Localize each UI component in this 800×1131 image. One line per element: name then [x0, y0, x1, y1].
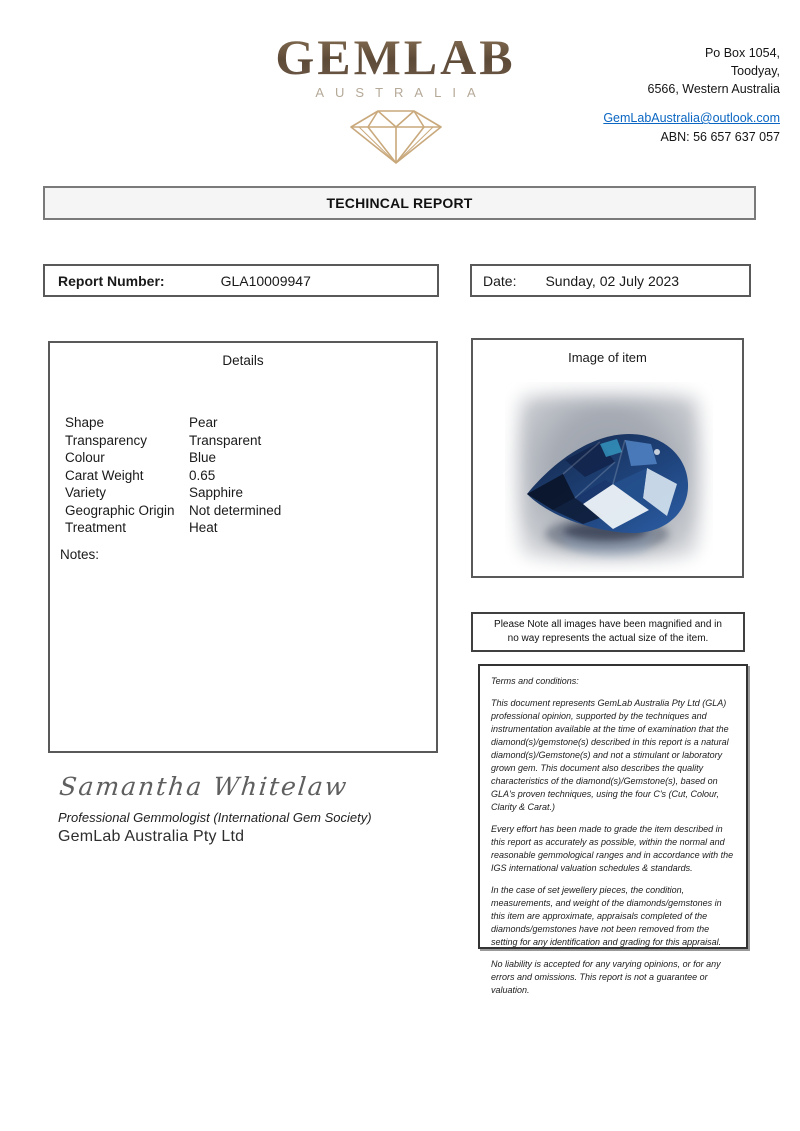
date-label: Date: [483, 272, 517, 289]
report-title-bar [43, 186, 756, 220]
email-link[interactable]: GemLabAustralia@outlook.com [603, 111, 780, 125]
report-title: TECHINCAL REPORT [326, 195, 473, 211]
address-line: Po Box 1054, [704, 46, 780, 60]
notes-label: Notes: [60, 547, 100, 562]
detail-row-geographic-origin [65, 502, 424, 520]
detail-value: Transparent [189, 432, 262, 448]
report-number-label: Report Number: [58, 272, 165, 289]
date-value: Sunday, 02 July 2023 [545, 272, 680, 289]
address-line: Toodyay, [730, 64, 780, 78]
address-line: 6566, Western Australia [647, 82, 780, 96]
terms-heading: Terms and conditions: [491, 676, 579, 686]
detail-row-treatment [65, 519, 424, 537]
magnification-note-box [471, 612, 745, 652]
detail-row-transparency [65, 432, 424, 450]
detail-value: Sapphire [189, 485, 244, 500]
details-panel [48, 341, 438, 753]
signatory-title: Professional Gemmologist (International Gem Society) [58, 810, 372, 825]
detail-label: Treatment [65, 520, 127, 535]
image-panel-title: Image of item [568, 350, 647, 365]
detail-value: 0.65 [189, 467, 216, 483]
report-number-value: GLA10009947 [220, 272, 311, 289]
signatory-company: GemLab Australia Pty Ltd [58, 828, 245, 845]
abn-text: ABN: 56 657 637 057 [660, 130, 780, 144]
company-address-block [603, 44, 780, 146]
detail-label: Shape [65, 415, 105, 430]
logo-sub-text: AUSTRALIA [315, 85, 487, 100]
magnification-note-text: Please Note all images have been magnified and in no way represents the actual size of the item. [494, 619, 722, 644]
terms-paragraph: In the case of set jewellery pieces, the condition, measurements, and weight of the diamonds/gemstones in this item are approximate, appraisals completed of the diamonds/gemstones have not been removed from the setting for any identification and grading for this appraisal. [491, 885, 722, 947]
detail-value: Not determined [189, 502, 282, 518]
detail-row-shape [65, 414, 424, 432]
detail-row-carat-weight [65, 467, 424, 485]
detail-row-colour [65, 449, 424, 467]
terms-paragraph: This document represents GemLab Australia Pty Ltd (GLA) professional opinion, supported by the techniques and instrumentation available at the time of examination that the diamond(s)/gemstone(s) described in this report is a natural diamond(s)/Gemstone(s) and not a stimulant or laboratory grown gem. This document also describes the quality characteristics of the diamond(s)/Gemstone(s), based on GLA's proven techniques, using the four C's (Cut, Colour, Clarity & Carat.) [491, 698, 729, 812]
terms-paragraph: Every effort has been made to grade the item described in this report as accurately as possible, within the normal and reasonable gemmological ranges and in accordance with the IGS international valuation schedules & standards. [491, 824, 734, 873]
detail-row-variety [65, 484, 424, 502]
detail-value: Heat [189, 520, 218, 535]
detail-label: Colour [65, 450, 105, 465]
detail-value: Blue [189, 450, 217, 465]
details-rows [65, 414, 424, 537]
detail-label: Transparency [65, 432, 148, 448]
terms-paragraph: No liability is accepted for any varying opinions, or for any errors and omissions. This report is not a guarantee or valuation. [491, 959, 721, 995]
signature-name: Samantha Whitelaw [58, 772, 350, 801]
image-panel [471, 338, 744, 578]
report-number-box [43, 264, 439, 297]
signature-block [58, 772, 372, 846]
detail-value: Pear [189, 415, 218, 430]
detail-label: Variety [65, 485, 107, 500]
logo-brand-text: GEMLAB [268, 30, 523, 84]
detail-label: Carat Weight [65, 467, 144, 483]
terms-panel [478, 664, 748, 995]
company-logo [268, 30, 523, 173]
details-panel-title: Details [222, 353, 264, 368]
detail-label: Geographic Origin [65, 502, 175, 518]
gem-photo [505, 382, 713, 572]
date-box [470, 264, 751, 297]
diamond-outline-icon [268, 106, 523, 173]
